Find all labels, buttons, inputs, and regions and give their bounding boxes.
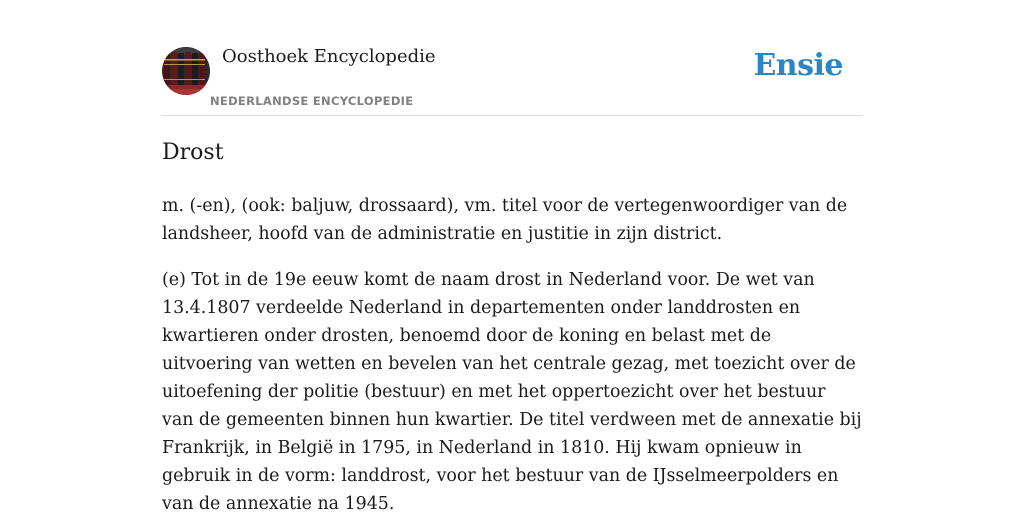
site-title[interactable]: Oosthoek Encyclopedie	[222, 46, 436, 67]
encyclopedia-books-avatar[interactable]	[162, 47, 210, 95]
page	[162, 0, 862, 512]
entry-definition-paragraph: m. (-en), (ook: baljuw, drossaard), vm. titel voor de vertegenwoordiger van de landsheer, hoofd van de administratie en justitie in zijn district.	[162, 196, 848, 244]
entry-title: Drost	[162, 140, 224, 165]
entry-body	[162, 192, 862, 512]
site-subtitle: NEDERLANDSE ENCYCLOPEDIE	[210, 94, 414, 108]
books-icon	[162, 47, 210, 95]
ensie-logo[interactable]: Ensie	[753, 48, 843, 83]
site-header	[162, 0, 862, 116]
entry-history-paragraph: (e) Tot in de 19e eeuw komt de naam drost in Nederland voor. De wet van 13.4.1807 verdeelde Nederland in departementen onder landdrosten en kwartieren onder drosten, benoemd door de koning en belast met de uitvoering van wetten en bevelen van het centrale gezag, met toezicht over de uitoefening der politie (bestuur) en met het oppertoezicht over het bestuur van de gemeenten binnen hun kwartier. De titel verdween met de annexatie bij Frankrijk, in België in 1795, in Nederland in 1810. Hij kwam opnieuw in gebruik in de vorm: landdrost, voor het bestuur van de IJsselmeerpolders en van de annexatie na 1945.	[162, 270, 862, 512]
